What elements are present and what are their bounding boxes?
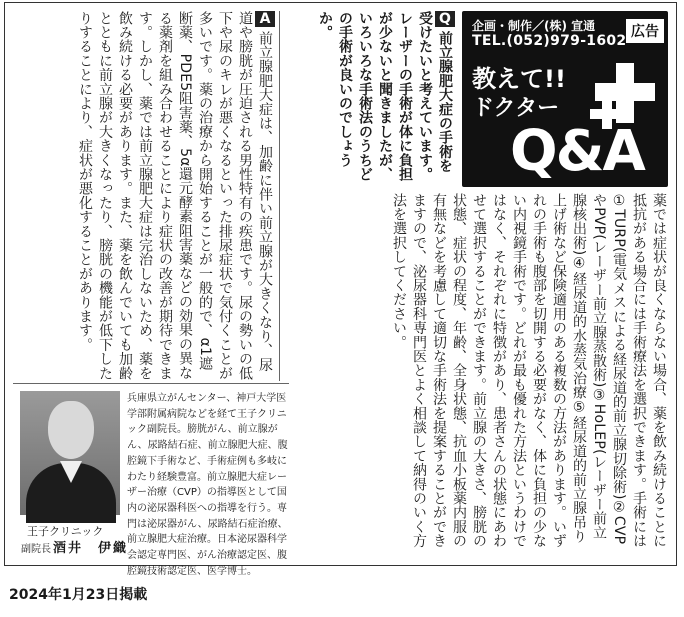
qa-logo: Q&A (510, 119, 644, 184)
question-block (283, 11, 455, 187)
column-divider (279, 11, 280, 381)
doctor-bio: 兵庫県立がんセンター、神戸大学医学部附属病院などを経て王子クリニック副院長。膀胱がん、前立腺がん、尿路結石症、前立腺肥大症、腹腔鏡下手術など、手術症例も多岐にわたり経験豊富。前立腺肥大症レーザー治療（CVP）の指導医として国内の泌尿器科医への指導を行う。専門は泌尿器がん、尿路結石症治療、前立腺肥大症治療。日本泌尿器科学会認定専門医、がん治療認定医、腹腔鏡技術認定医、医学博士。 (127, 393, 288, 577)
answer-block-2 (295, 193, 669, 553)
doctor-clinic: 王子クリニック (27, 525, 104, 538)
question-text: 前立腺肥大症の手術を受けたいと考えています。レーザーの手術が体に負担が少ないと聞きましたが、いろいろな手術法のうちどの手術が良いのでしょうか。 (317, 11, 453, 182)
answer-badge: A (255, 11, 275, 27)
publication-date: 2024年1月23日掲載 (9, 587, 148, 603)
answer-text-2: 薬では症状が良くならない場合、薬を飲み続けることに抵抗がある場合には手術療法を選択できます。手術には①TURP(電気メスによる経尿道的前立腺切除術)②CVPやPVP(レーザー前立腺蒸散術)③HoLEP(レーザー前立腺核出術)④経尿道的水蒸気治療⑤経尿道的前立腺吊り上げ術など保険適用のある複数の方法があります。いずれの手術も腹部を切開する必要がなく、体に負担の少ない内視鏡手術です。どれが最も優れた方法というわけではなく、それぞれに特徴があり、患者さんの状態にあわせて選択することができます。前立腺の大きさ、膀胱の状態、症状の程度、年齢、全身状態、抗血小板薬内服の有無などを考慮して適切な手術法を提案することができますので、泌尿器科専門医とよく相談して納得のいく方法を選択してください。 (391, 193, 667, 548)
small-plus-icon-bar (590, 109, 624, 119)
answer-text: 前立腺肥大症は、加齢に伴い前立腺が大きくなり、尿道や膀胱が圧迫される男性特有の疾患です。尿の勢いの低下や尿のキレが悪くなるといった排尿症状で気付くことが多いです。薬の治療から開始することが一般的で、α1遮断薬、PDE5阻害薬、5α還元酵素阻害薬などの効果の異なる薬剤を組み合わせることにより症状の改善が期待できます。しかし、薬では前立腺肥大症は完治しないため、薬を飲み続ける必要があります。また、薬を飲んでいても加齢とともに前立腺が大きくなったり、膀胱の機能が低下したりすることにより、症状が悪化することがあります。 (77, 11, 273, 381)
photo-head (48, 401, 94, 459)
header-banner (462, 11, 668, 187)
doctor-name: 酒井 伊織 (53, 541, 129, 556)
doctor-role: 副院長 (21, 544, 51, 555)
ad-label: 広告 (626, 19, 664, 43)
company-credit: 企画・制作／(株) 宣通 (472, 19, 596, 33)
title-line-2: ドクター (472, 96, 560, 121)
question-badge: Q (435, 11, 455, 27)
phone-number: TEL.(052)979-1602 (472, 33, 627, 49)
title-line-1: 教えて!! (472, 65, 566, 93)
answer-block-1 (13, 11, 275, 381)
doctor-photo (20, 391, 120, 515)
advertisement-article (4, 2, 677, 577)
horizontal-divider (13, 383, 289, 384)
